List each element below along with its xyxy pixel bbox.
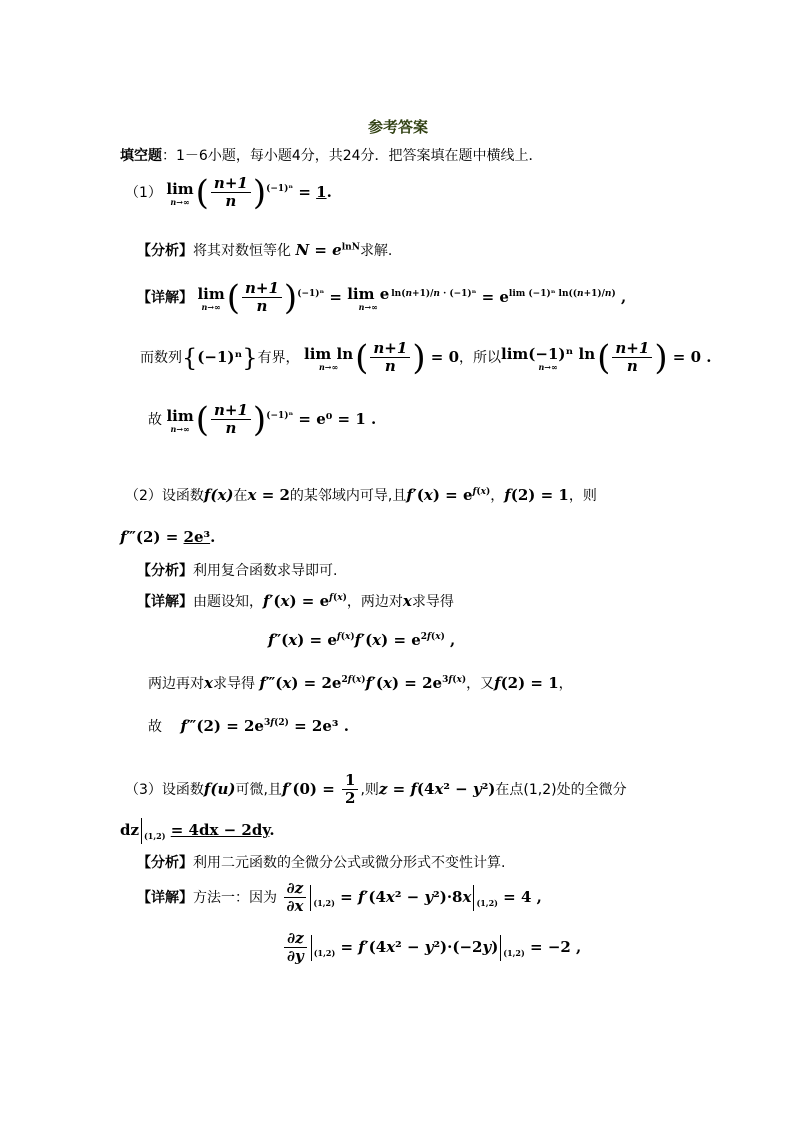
q2-number: （2） <box>125 488 162 504</box>
q3-detail-a: 方法一：因为 <box>193 889 277 906</box>
q3-analysis-tag: 【分析】 <box>137 855 193 871</box>
q3-answer: = 4dx − 2dy <box>170 821 270 839</box>
q3-analysis-text: 利用二元函数的全微分公式或微分形式不变性计算. <box>193 855 506 871</box>
q3-stem-d: 在点(1,2)处的全微分 <box>495 781 627 798</box>
q2-analysis-text: 利用复合函数求导即可. <box>193 563 338 579</box>
page-title: 参考答案 <box>368 118 429 136</box>
q2-stem-e: ，则 <box>568 488 597 504</box>
q1-number: （1） <box>125 184 162 201</box>
q3-answer-lhs: dz <box>120 821 140 839</box>
q2-answer: 2e³ <box>183 528 211 546</box>
intro-text: ：1－6小题，每小题4分，共24分．把答案填在题中横线上． <box>162 148 543 164</box>
q2-analysis-tag: 【分析】 <box>137 563 193 579</box>
q3-answer-sub: (1,2) <box>144 831 166 841</box>
q2-analysis <box>137 560 337 580</box>
q2-stem-b: 在 <box>233 488 248 504</box>
q1-line3-result: = e⁰ = 1 . <box>298 409 377 428</box>
q1-analysis-formula: N = e <box>295 241 342 259</box>
q2-detail-a: 由题设知， <box>193 594 263 610</box>
q1-line2-b: 有界， <box>257 349 300 366</box>
q1-answer: 1 <box>316 182 327 201</box>
q1-analysis-text: 将其对数恒等化 <box>193 243 291 259</box>
q2-stem-a: 设函数 <box>161 488 204 504</box>
q1-analysis-tag: 【分析】 <box>137 243 193 259</box>
q3-stem-a: 设函数 <box>161 781 204 798</box>
q1-line3-a: 故 <box>148 411 162 428</box>
q2-detail-c: 求导得 <box>411 594 454 610</box>
q1-line2-c: ，所以 <box>459 349 502 366</box>
q3-analysis <box>137 852 505 872</box>
q2-detail-b: ，两边对 <box>346 594 403 610</box>
q2-final-a: 故 <box>148 719 162 735</box>
q1-line3: 故 lim n→∞ ( $\frac{n+1}{n}$ )$^{(-1)^n}$ = e⁰ = 1 . <box>148 399 377 440</box>
q3-stem-c: ,则 <box>360 781 379 798</box>
q3-answer-line: dz $_{(1,2)}$ = 4dx − 2dy. <box>120 818 275 844</box>
q1-analysis <box>137 240 392 260</box>
q1-detail-tag: 【详解】 <box>137 289 193 306</box>
q3-detail-tag: 【详解】 <box>137 889 193 906</box>
q2-stem-d: ， <box>490 488 505 504</box>
q2-line-c: ，又 <box>466 676 495 692</box>
q2-line-d: ， <box>558 676 573 692</box>
q3-stem-b: 可微,且 <box>235 781 282 798</box>
q3-val2: = −2 , <box>530 937 582 956</box>
q2-answer-line: f‴(2) = 2e³. <box>120 528 216 546</box>
q2-line: 两边再对x求导得 f‴(x) = $2e^{2f(x)}f'(x) = 2e^{3f(x)}$，又f(2) = 1， <box>148 674 573 692</box>
q2-detail-tag: 【详解】 <box>137 594 193 610</box>
q3-val1: = 4 , <box>503 887 542 906</box>
intro-label: 填空题 <box>120 148 162 164</box>
q2-stem: （2）设函数f(x)在x = 2的某邻域内可导,且$f'(x) = e^{f(x)}$，f(2) = 1，则 <box>125 486 597 504</box>
q3-detail-2: $\frac{\partial z}{\partial y}$ $_{(1,2)}$ = f′(4x² − y²)·(−2y) $_{(1,2)}$ = −2 , <box>282 930 581 966</box>
q1-analysis-sup: lnN <box>341 242 360 253</box>
q1-detail: 【详解】 lim n→∞ ( $\frac{n+1}{n}$ )$^{(-1)^n}$ = lim e n→∞ $^{ln(n+1)/n \cdot (-1)^n} = e^{lim (-1)^n ln((n+1)/n)}$ , <box>137 277 627 318</box>
q1-line2: 而数列{(−1)ⁿ}有界， lim ln n→∞ ( $\frac{n+1}{n}$ ) = 0，所以 lim(−1)ⁿ ln n→∞ ( $\frac{n+1}{n}$ ) = 0 . <box>140 337 712 378</box>
q2-line-a: 两边再对 <box>148 676 204 692</box>
q3-detail: 【详解】方法一：因为 $\frac{\partial z}{\partial x}$ $_{(1,2)}$ = f′(4x² − y²)·8x $_{(1,2)}$ = 4 , <box>137 879 542 916</box>
q3-number: （3） <box>125 781 162 798</box>
q2-detail: 【详解】由题设知，$f'(x) = e^{f(x)}$，两边对x求导得 <box>137 592 454 610</box>
intro-line <box>120 145 543 165</box>
q2-eq-mid: $f''(x) = e^{f(x)}f'(x) = e^{2f(x)}$ , <box>268 631 456 649</box>
q2-stem-c: 的某邻域内可导,且 <box>289 488 407 504</box>
q2-line-b: 求导得 <box>212 676 255 692</box>
q1-line2-a: 而数列 <box>140 349 182 366</box>
q1-analysis-tail: 求解. <box>359 243 393 259</box>
q1-stem: （1） lim n→∞ ( $\frac{n+1}{n}$ )$^{(-1)^n}$ = 1. <box>125 172 332 213</box>
q2-final: 故 f‴(2) = $2e^{3f(2)} = 2e^3$ . <box>148 717 349 735</box>
q3-stem: （3）设函数f(u)可微,且f′(0) = $\frac{1}{2}$ ,则z = f(4x² − y²)在点(1,2)处的全微分 <box>125 771 627 808</box>
